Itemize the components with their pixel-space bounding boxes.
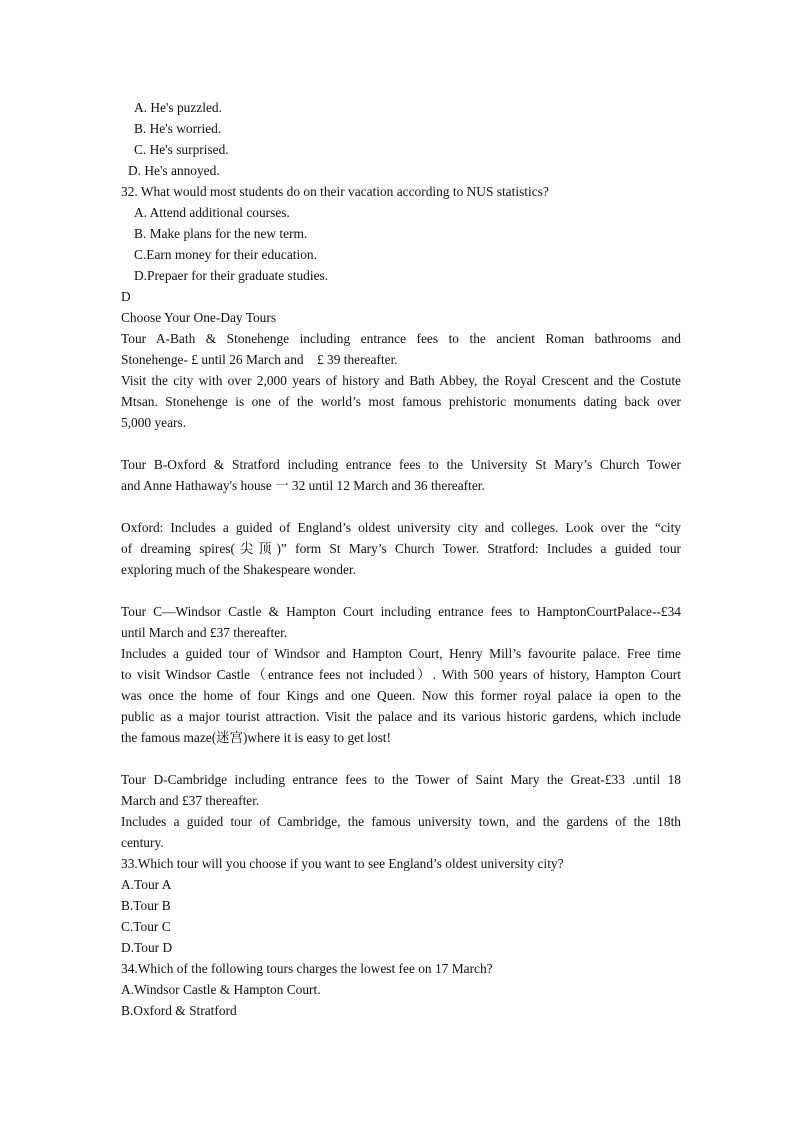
q34-option-b: B.Oxford & Stratford [121, 1003, 237, 1018]
tour-a-desc-1: Visit the city with over 2,000 years of history and Bath Abbey, the Royal Crescent and the Costute [121, 373, 681, 388]
tour-d-desc-1: Includes a guided tour of Cambridge, the famous university town, and the gardens of the 18th [121, 814, 681, 829]
tour-c-desc-2: to visit Windsor Castle（entrance fees not included）. With 500 years of history, Hampton Court [121, 667, 681, 682]
q34-option-a: A.Windsor Castle & Hampton Court. [121, 982, 321, 997]
tour-d-line-1: Tour D-Cambridge including entrance fees to the Tower of Saint Mary the Great-£33 .until 18 [121, 772, 681, 787]
q34-question: 34.Which of the following tours charges the lowest fee on 17 March? [121, 961, 493, 976]
q33-question: 33.Which tour will you choose if you want to see England’s oldest university city? [121, 856, 564, 871]
q32-question: 32. What would most students do on their vacation according to NUS statistics? [121, 184, 549, 199]
q32-option-a: A. Attend additional courses. [134, 205, 290, 220]
tour-a-desc-3: 5,000 years. [121, 415, 187, 430]
section-letter: D [121, 289, 131, 304]
tour-a-line-1: Tour A-Bath & Stonehenge including entrance fees to the ancient Roman bathrooms and [121, 331, 681, 346]
q31-option-c: C. He's surprised. [134, 142, 229, 157]
q32-option-b: B. Make plans for the new term. [134, 226, 308, 241]
tour-b-line-1: Tour B-Oxford & Stratford including entrance fees to the University St Mary’s Church Tower [121, 457, 681, 472]
tour-b-line-2: and Anne Hathaway's house 一 32 until 12 March and 36 thereafter. [121, 478, 485, 493]
q32-option-c: C.Earn money for their education. [134, 247, 317, 262]
tour-c-desc-3: was once the home of four Kings and one Queen. Now this former royal palace ia open to the [121, 688, 681, 703]
q33-option-a: A.Tour A [121, 877, 172, 892]
q33-option-b: B.Tour B [121, 898, 171, 913]
tour-d-line-2: March and £37 thereafter. [121, 793, 260, 808]
tour-c-line-2: until March and £37 thereafter. [121, 625, 288, 640]
q31-option-a: A. He's puzzled. [134, 100, 222, 115]
tour-a-line-2: Stonehenge- £ until 26 March and £ 39 thereafter. [121, 352, 398, 367]
tour-b-desc-3: exploring much of the Shakespeare wonder. [121, 562, 357, 577]
tour-c-desc-4: public as a major tourist attraction. Visit the palace and its various historic gardens, which include [121, 709, 681, 724]
q33-option-c: C.Tour C [121, 919, 171, 934]
q31-option-b: B. He's worried. [134, 121, 222, 136]
tour-c-desc-1: Includes a guided tour of Windsor and Hampton Court, Henry Mill’s favourite palace. Free time [121, 646, 681, 661]
tour-d-desc-2: century. [121, 835, 164, 850]
tour-b-desc-1: Oxford: Includes a guided of England’s oldest university city and colleges. Look over the “city [121, 520, 681, 535]
tour-a-desc-2: Mtsan. Stonehenge is one of the world’s most famous prehistoric monuments dating back over [121, 394, 681, 409]
passage-title: Choose Your One-Day Tours [121, 310, 277, 325]
q32-option-d: D.Prepaer for their graduate studies. [134, 268, 329, 283]
tour-c-line-1: Tour C—Windsor Castle & Hampton Court including entrance fees to HamptonCourtPalace--£34 [121, 604, 681, 619]
q31-option-d: D. He's annoyed. [128, 163, 220, 178]
tour-b-desc-2: of dreaming spires(尖顶)” form St Mary’s Church Tower. Stratford: Includes a guided tour [121, 541, 681, 556]
q33-option-d: D.Tour D [121, 940, 173, 955]
tour-c-desc-5: the famous maze(迷宫)where it is easy to get lost! [121, 730, 391, 745]
